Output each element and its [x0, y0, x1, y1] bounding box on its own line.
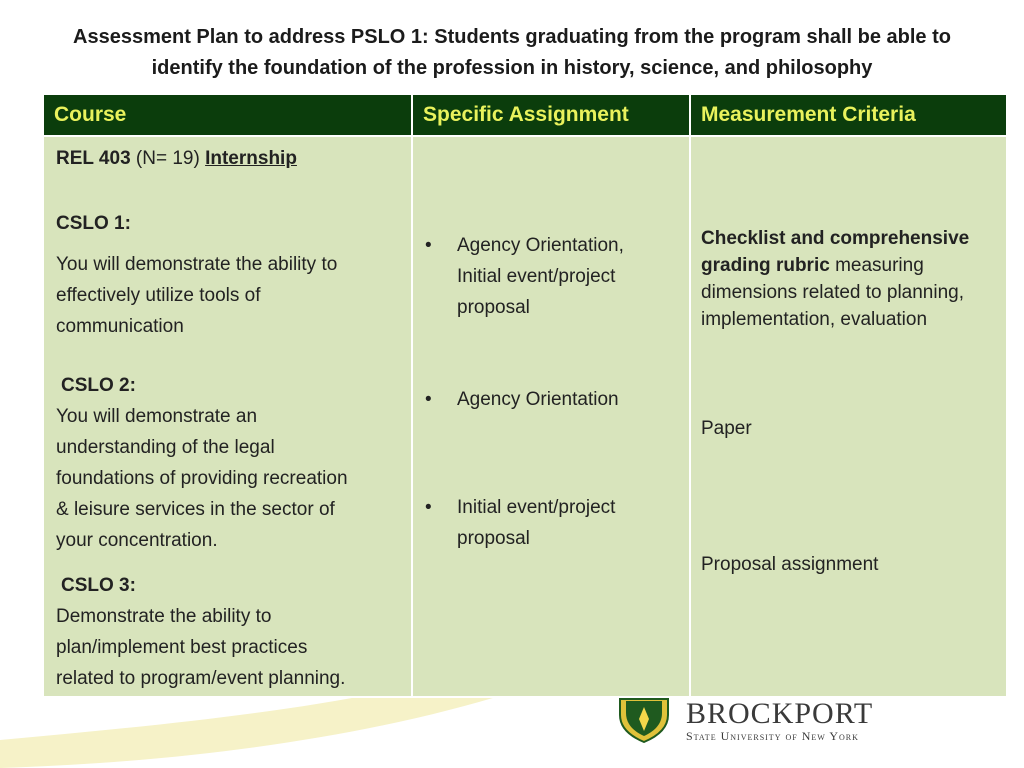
header-measurement-criteria: Measurement Criteria — [691, 95, 1006, 135]
assignment-item: • Agency Orientation, Initial event/project proposal — [425, 230, 675, 323]
criteria-item: Paper — [701, 418, 752, 439]
course-code: REL 403 — [56, 148, 131, 169]
cslo2-line: understanding of the legal — [56, 437, 275, 458]
title-line-2: identify the foundation of the profession in history, science, and philosophy — [151, 57, 873, 79]
course-n: (N= 19) — [135, 148, 200, 169]
brand-subtitle: State University of New York — [686, 729, 859, 743]
criteria-item — [701, 225, 1001, 333]
bullet-icon: • — [425, 497, 432, 518]
bullet-icon: • — [425, 389, 432, 410]
cslo2-label: CSLO 2: — [61, 375, 136, 396]
brockport-shield-icon — [618, 697, 670, 743]
brand-name: BROCKPORT — [686, 697, 874, 730]
criteria-rest: measuring dimensions related to planning, implementation, evaluation — [701, 255, 965, 330]
course-line — [56, 143, 399, 174]
course-type: Internship — [205, 148, 297, 169]
course-cell — [44, 137, 411, 696]
assignment-item: • Agency Orientation — [425, 384, 675, 415]
cslo1-line: effectively utilize tools of — [56, 285, 261, 306]
criteria-cell — [691, 137, 1006, 696]
cslo2-line: & leisure services in the sector of — [56, 499, 335, 520]
title-line-1: Assessment Plan to address PSLO 1: Students graduating from the program shall be able to — [73, 26, 951, 48]
cslo1-line: communication — [56, 316, 184, 337]
cslo3-label: CSLO 3: — [61, 575, 136, 596]
assignment-cell — [413, 137, 689, 696]
cslo1-line: You will demonstrate the ability to — [56, 254, 338, 275]
cslo2-line: You will demonstrate an — [56, 406, 258, 427]
cslo3-line: Demonstrate the ability to — [56, 606, 272, 627]
slide-title — [10, 22, 1014, 84]
header-course: Course — [44, 95, 411, 135]
cslo2-line: your concentration. — [56, 530, 218, 551]
cslo3-line: plan/implement best practices — [56, 637, 308, 658]
header-specific-assignment: Specific Assignment — [413, 95, 689, 135]
bullet-icon: • — [425, 235, 432, 256]
cslo2-line: foundations of providing recreation — [56, 468, 348, 489]
cslo1-label: CSLO 1: — [56, 213, 131, 234]
criteria-item: Proposal assignment — [701, 554, 879, 575]
cslo3-line: related to program/event planning. — [56, 668, 346, 689]
brockport-logo — [686, 696, 873, 744]
assessment-table — [42, 93, 1008, 698]
assignment-item: • Initial event/project proposal — [425, 492, 675, 554]
criteria-bold: Checklist and comprehensive grading rubric — [701, 228, 970, 276]
